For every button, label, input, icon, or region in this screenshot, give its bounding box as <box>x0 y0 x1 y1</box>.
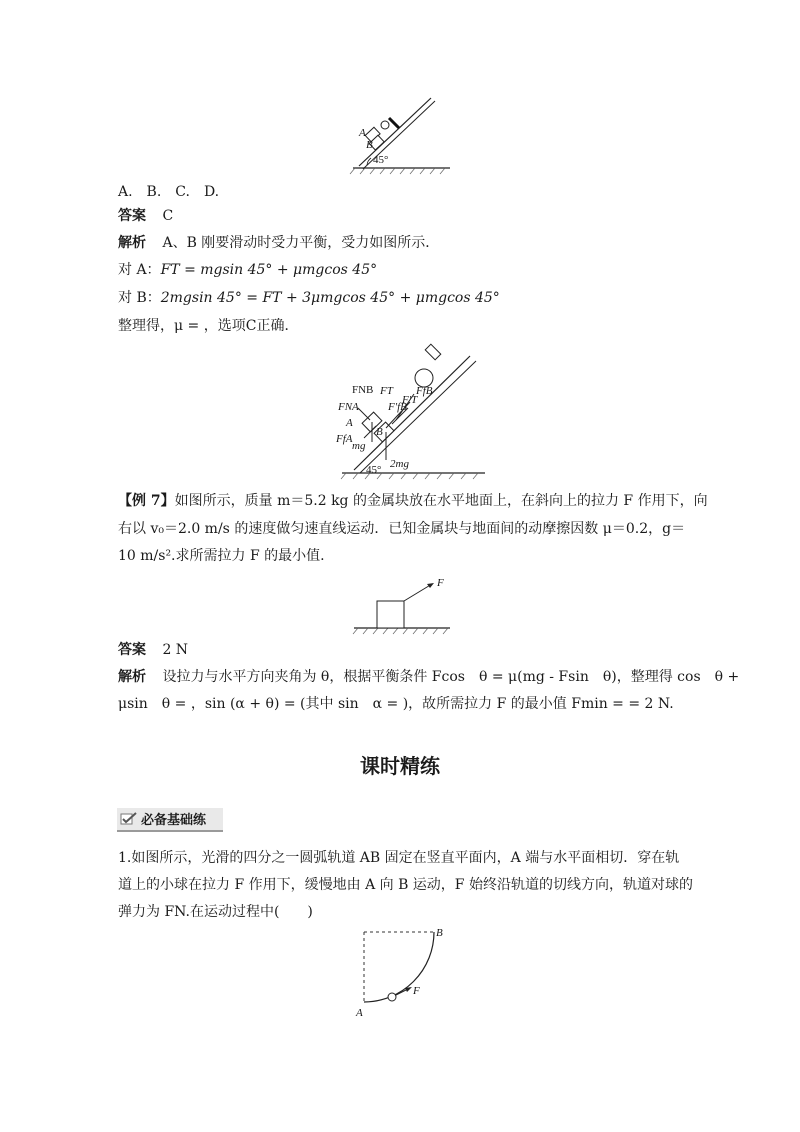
solution-1-line-1 <box>118 233 439 253</box>
checkmark-icon <box>120 811 138 830</box>
answer-options: A. B. C. D. <box>118 184 220 200</box>
fig2-label-2mg: 2mg <box>390 458 409 470</box>
fig4-label-a: A <box>356 1007 363 1019</box>
section-badge-label: 必备基础练 <box>141 813 207 828</box>
fig3-label-f: F <box>437 577 444 589</box>
section-title: 课时精练 <box>360 754 440 778</box>
block-figure <box>352 576 452 636</box>
force-diagram-svg <box>330 342 490 480</box>
answer-2-value: 2 N <box>162 642 189 658</box>
fig4-label-f: F <box>413 985 420 997</box>
incline-figure-1 <box>345 90 455 175</box>
fig2-label-b: B <box>376 426 383 438</box>
solution-2-label: 解析 <box>118 669 146 685</box>
solution-2-line-1 <box>118 667 739 687</box>
force-diagram <box>330 342 490 480</box>
question-1-line-3: 弹力为 FN.在运动过程中( ) <box>118 904 313 920</box>
fig1-label-a: A <box>359 127 366 139</box>
example-7-line-3: 10 m/s².求所需拉力 F 的最小值. <box>118 548 325 564</box>
fig4-label-b: B <box>436 927 443 939</box>
equation-a-prefix: 对 A： <box>118 262 161 278</box>
answer-2-label: 答案 <box>118 642 146 658</box>
fig2-angle-label: 45° <box>366 464 382 476</box>
equation-b-body: 2mgsin 45° = FT + 3μmgcos 45° + μmgcos 45° <box>160 290 500 306</box>
arc-track-figure-svg <box>350 924 450 1020</box>
answer-2 <box>118 640 188 660</box>
fig2-label-ffb: FfB <box>416 385 433 397</box>
example-7-tag: 【例 7】 <box>118 493 175 509</box>
example-7-line-2: 右以 v₀＝2.0 m/s 的速度做匀速直线运动．已知金属块与地面间的动摩擦因数 μ＝0.2，g＝ <box>118 521 686 537</box>
answer-1-label: 答案 <box>118 208 146 224</box>
incline-figure-1-svg <box>345 90 455 175</box>
answer-1-value: C <box>162 208 174 224</box>
fig2-label-ft: FT <box>380 385 393 397</box>
block-figure-svg <box>352 576 452 636</box>
fig1-angle-label: 45° <box>373 154 389 166</box>
checkmark-icon-svg <box>120 811 138 826</box>
solution-1-label: 解析 <box>118 235 146 251</box>
fig2-label-ffa: FfA <box>336 433 353 445</box>
question-1-line-2: 道上的小球在拉力 F 作用下，缓慢地由 A 向 B 运动，F 始终沿轨道的切线方向，轨道对球的 <box>118 877 693 893</box>
solution-2-line-1-text: 设拉力与水平方向夹角为 θ，根据平衡条件 Fcos θ = μ(mg - Fsin θ)，整理得 cos θ + <box>162 669 740 685</box>
example-7-line-1-text: 如图所示，质量 m＝5.2 kg 的金属块放在水平地面上，在斜向上的拉力 F 作用下，向 <box>174 493 708 509</box>
arc-track-figure <box>350 924 450 1020</box>
fig2-label-a: A <box>346 417 353 429</box>
equation-b <box>118 288 500 308</box>
fig2-label-ft-prime: F'T <box>402 394 418 406</box>
fig2-label-fnb: FNB <box>352 384 374 396</box>
example-7-line-1 <box>118 491 708 511</box>
equation-b-prefix: 对 B： <box>118 290 161 306</box>
fig2-label-fna: FNA <box>338 401 359 413</box>
answer-1 <box>118 206 173 226</box>
question-1-line-1: 1.如图所示，光滑的四分之一圆弧轨道 AB 固定在竖直平面内，A 端与水平面相切．穿在轨 <box>118 850 680 866</box>
section-badge <box>117 808 223 832</box>
equation-a-body: FT = mgsin 45° + μmgcos 45° <box>160 262 378 278</box>
fig1-label-b: B <box>366 139 373 151</box>
solution-1-conclusion: 整理得，μ = ，选项C正确． <box>118 318 299 334</box>
fig2-label-ffb-prime: F'fB <box>388 401 407 413</box>
equation-a <box>118 260 377 280</box>
fig2-label-mg: mg <box>352 440 366 452</box>
solution-1-text: A、B 刚要滑动时受力平衡，受力如图所示． <box>162 235 440 251</box>
solution-2-line-2: μsin θ = ，sin (α + θ) = (其中 sin α = )，故所需拉力 F 的最小值 Fmin = = 2 N. <box>118 696 674 712</box>
